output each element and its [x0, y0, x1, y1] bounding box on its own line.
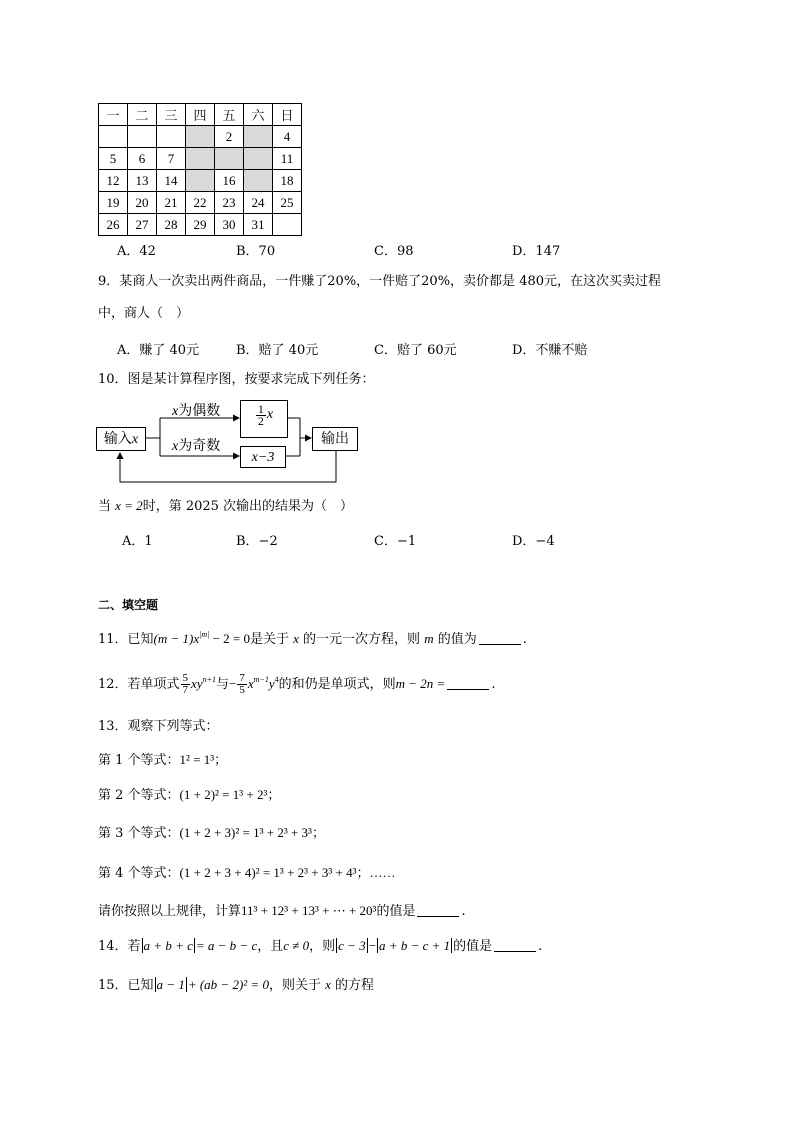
q13-line-1: [98, 751, 227, 770]
q10-question: [98, 497, 353, 516]
q13-answer-blank[interactable]: [417, 904, 459, 917]
q13-ask-pre: 请你按照以上规律，计算: [98, 904, 242, 919]
calendar-row: [99, 214, 302, 236]
q13-line-1-pre: 第 1 个等式：: [98, 753, 180, 768]
q14-tail: .: [538, 939, 543, 954]
q12-term-2: x: [247, 676, 254, 691]
loop-back-arrow: [120, 450, 336, 482]
calendar-cell: [186, 126, 215, 148]
q11-var2: m: [424, 631, 434, 646]
calendar-cell: 27: [128, 214, 157, 236]
flow-odd-text: 为奇数: [178, 438, 221, 454]
flow-output-box: [312, 427, 358, 451]
q14-e5: a + b − c + 1: [379, 938, 451, 953]
section-title: 二、填空题: [98, 598, 159, 612]
q12-term-3-sup: 4: [274, 675, 279, 684]
calendar-cell: 22: [186, 192, 215, 214]
calendar-cell: 24: [244, 192, 273, 214]
calendar-cell: [128, 126, 157, 148]
q13-line-4: [98, 864, 396, 883]
q10-question-pre: 当: [98, 499, 116, 514]
q12-term-2-sup: m−1: [253, 675, 269, 684]
q14-answer-blank[interactable]: [494, 939, 536, 952]
q14-abs-bar: [142, 938, 143, 953]
calendar-header-cell: 四: [186, 104, 215, 126]
q14-end: 的值是: [453, 939, 493, 954]
calendar-table: [98, 103, 302, 236]
calendar-cell: 18: [273, 170, 302, 192]
q14-e2: = a − b − c: [195, 938, 258, 953]
q8-option-d[interactable]: D．147: [512, 244, 561, 259]
calendar-cell: 19: [99, 192, 128, 214]
q14-e3: c − 3: [338, 938, 366, 953]
calendar-cell: [244, 170, 273, 192]
flow-output-label: 输出: [321, 431, 349, 447]
q13-line-2-pre: 第 2 个等式：: [98, 788, 180, 803]
q12-term-1-sup: n+1: [202, 675, 216, 684]
q13-line-4-expr: (1 + 2 + 3 + 4)² = 1³ + 2³ + 3³ + 4³；……: [179, 865, 396, 880]
q12-mid: 与: [216, 677, 230, 692]
calendar-cell: 6: [128, 148, 157, 170]
calendar-header-cell: 二: [128, 104, 157, 126]
calendar-cell: [244, 148, 273, 170]
q8-option-b[interactable]: B．70: [236, 244, 276, 259]
calendar-header-cell: 五: [215, 104, 244, 126]
q14-num: 14．若: [98, 939, 141, 954]
q14-abs-bar: [336, 938, 337, 953]
q12-f1-den: 7: [182, 684, 189, 696]
q12: [98, 673, 495, 696]
q15-end: 的方程: [330, 978, 375, 993]
calendar-cell: 23: [215, 192, 244, 214]
q11-end: 的值为: [433, 632, 477, 647]
q13-ask: [98, 902, 466, 921]
calendar-header-cell: 日: [273, 104, 302, 126]
calendar-cell: 28: [157, 214, 186, 236]
q15-abs-bar: [186, 977, 187, 992]
q11-var: x: [293, 631, 299, 646]
calendar-cell: 31: [244, 214, 273, 236]
calendar-cell: 11: [273, 148, 302, 170]
q14-abs-bar: [377, 938, 378, 953]
q13-ask-post: 的值是: [376, 904, 416, 919]
q11-tail: .: [522, 632, 527, 647]
q11-mid: 是关于: [250, 632, 294, 647]
calendar-header-cell: 三: [157, 104, 186, 126]
q10-question-post: 时，第 2025 次输出的结果为（ ）: [142, 499, 354, 514]
q12-f2-den: 5: [239, 684, 245, 696]
calendar-cell: 13: [128, 170, 157, 192]
calendar-row: [99, 126, 302, 148]
q14-abs-bar: [194, 938, 195, 953]
q14-abs-bar: [367, 938, 368, 953]
calendar-cell: 12: [99, 170, 128, 192]
q10-option-d[interactable]: D．−4: [512, 534, 555, 549]
calendar-cell: [215, 148, 244, 170]
q11-mid2: 的一元一次方程，则: [298, 632, 425, 647]
q14-abs-bar: [451, 938, 452, 953]
q9-stem-line2: 中，商人（ ）: [98, 306, 190, 321]
q13-line-4-pre: 第 4 个等式：: [98, 866, 180, 881]
flow-input-box: [96, 427, 146, 451]
calendar-cell: 30: [215, 214, 244, 236]
q13-ask-expr: 11³ + 12³ + 13³ + ⋯ + 20³: [241, 903, 377, 918]
q11: [98, 630, 527, 649]
flow-half-var: x: [266, 407, 274, 422]
q12-ask: m − 2n =: [395, 676, 446, 691]
flow-minus-box: [240, 446, 286, 468]
q12-tail: .: [491, 677, 496, 692]
calendar-row: [99, 148, 302, 170]
q15-mid: ，则关于: [268, 978, 326, 993]
q13-line-2: [98, 786, 280, 805]
q12-minus: −: [229, 676, 237, 691]
calendar-cell: 29: [186, 214, 215, 236]
q12-f1-num: 5: [182, 672, 189, 684]
calendar-cell: 4: [273, 126, 302, 148]
flow-half-fraction: [256, 404, 266, 427]
flow-minus-label: x−3: [251, 450, 275, 465]
flow-input-label: 输入: [103, 431, 132, 447]
flow-input-var: x: [131, 432, 139, 447]
calendar-cell: 7: [157, 148, 186, 170]
calendar-row: [99, 192, 302, 214]
q10-question-eq: x = 2: [115, 498, 143, 513]
calendar-cell: [186, 148, 215, 170]
q8-option-c[interactable]: C．98: [374, 244, 414, 259]
q12-f2-num: 7: [239, 672, 245, 684]
q11-num: 11．已知: [98, 632, 154, 647]
calendar-cell: [244, 126, 273, 148]
calendar-cell: 21: [157, 192, 186, 214]
q13-line-3: [98, 824, 325, 843]
flow-half-num: 1: [257, 402, 264, 416]
calendar-cell: [157, 126, 186, 148]
q13-line-2-expr: (1 + 2)² = 1³ + 2³；: [179, 787, 281, 802]
q14-e4: −: [368, 938, 377, 953]
q8-option-a[interactable]: A．42: [117, 244, 156, 259]
q15-e1: a − 1: [156, 977, 185, 992]
q13-stem: 13．观察下列等式：: [98, 719, 219, 734]
q13-line-1-expr: 1² = 1³；: [179, 752, 228, 767]
q15: [98, 976, 374, 995]
flow-odd-label: [172, 435, 220, 455]
calendar-row: [99, 170, 302, 192]
calendar-cell: 14: [157, 170, 186, 192]
q14-cond: c ≠ 0: [283, 938, 310, 953]
q11-answer-blank[interactable]: [479, 632, 521, 645]
q12-term-3: y: [268, 676, 275, 691]
q9-option-c[interactable]: C．赔了 60元: [374, 343, 457, 358]
q12-fraction-1: [181, 673, 191, 696]
calendar-cell: 20: [128, 192, 157, 214]
q12-fraction-2: [237, 673, 247, 696]
calendar-cell: 16: [215, 170, 244, 192]
calendar-cell: [99, 126, 128, 148]
q11-expr-sup: |m|: [199, 630, 210, 639]
q15-var: x: [325, 977, 331, 992]
q15-abs-bar: [155, 977, 156, 992]
calendar-header-row: [99, 104, 302, 126]
q12-term-1: xy: [191, 676, 203, 691]
calendar-header-cell: 一: [99, 104, 128, 126]
flow-even-text: 为偶数: [178, 403, 221, 419]
flow-even-label: [172, 400, 220, 420]
q12-mid2: 的和仍是单项式，则: [278, 677, 396, 692]
calendar-cell: [186, 170, 215, 192]
q14-mid2: ，则: [309, 939, 336, 954]
q10-option-c[interactable]: C．−1: [374, 534, 417, 549]
q9-option-d[interactable]: D．不赚不赔: [512, 343, 588, 358]
q11-expr-b: − 2 = 0: [209, 631, 250, 646]
q10-option-a[interactable]: A．1: [122, 534, 153, 549]
q13-tail: .: [461, 904, 466, 919]
flow-half-box: [240, 400, 288, 438]
q9-option-a[interactable]: A．赚了 40元: [117, 343, 200, 358]
calendar-cell: [273, 214, 302, 236]
q14-mid: ，且: [257, 939, 284, 954]
flow-half-den: 2: [257, 414, 264, 428]
q15-num: 15．已知: [98, 978, 154, 993]
q12-answer-blank[interactable]: [447, 677, 489, 690]
calendar-cell: 25: [273, 192, 302, 214]
q14-e1: a + b + c: [143, 938, 193, 953]
q9-option-b[interactable]: B．赔了 40元: [236, 343, 319, 358]
calendar-header-cell: 六: [244, 104, 273, 126]
q13-line-3-expr: (1 + 2 + 3)² = 1³ + 2³ + 3³；: [179, 825, 325, 840]
q10-stem: 10．图是某计算程序图，按要求完成下列任务：: [98, 372, 375, 387]
q14: [98, 937, 542, 956]
flow-odd-var: x: [172, 439, 179, 454]
calendar-cell: 5: [99, 148, 128, 170]
flow-even-var: x: [172, 404, 179, 419]
calendar-cell: 26: [99, 214, 128, 236]
q10-option-b[interactable]: B．−2: [236, 534, 278, 549]
q15-e2: + (ab − 2)² = 0: [187, 977, 269, 992]
flowchart: [96, 398, 366, 488]
calendar-cell: 2: [215, 126, 244, 148]
q11-expr-a: (m − 1)x: [153, 631, 200, 646]
q9-stem-line1: 9．某商人一次卖出两件商品，一件赚了20%，一件赔了20%，卖价都是 480元，在这次买卖过程: [98, 274, 662, 289]
q13-line-3-pre: 第 3 个等式：: [98, 826, 180, 841]
q12-num: 12．若单项式: [98, 677, 180, 692]
